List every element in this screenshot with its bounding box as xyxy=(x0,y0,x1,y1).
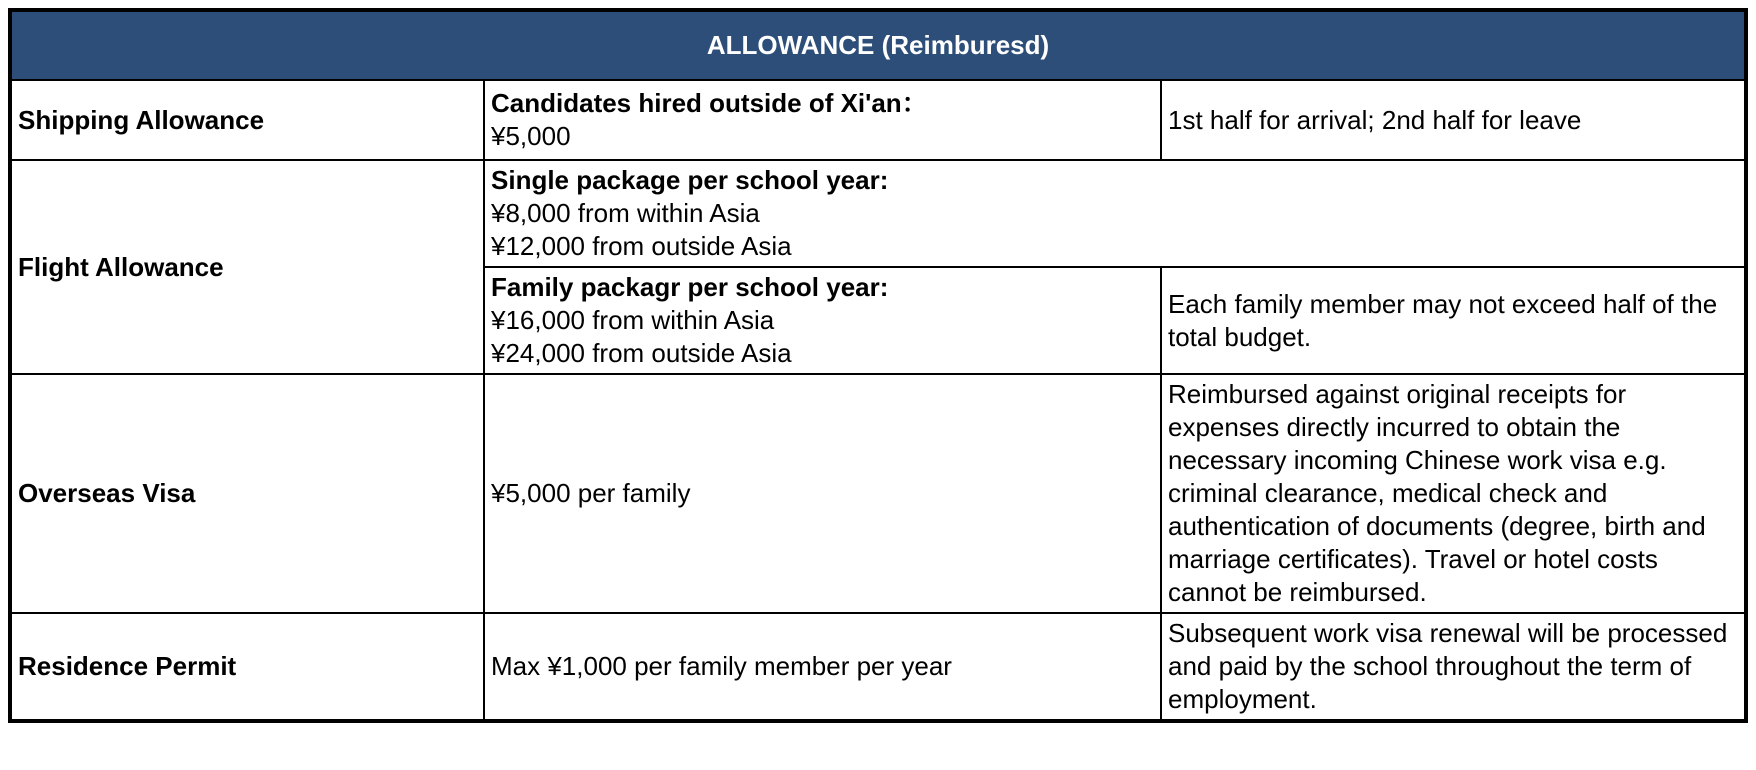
table-row-visa xyxy=(10,374,1746,613)
allowance-table-wrapper xyxy=(8,8,1748,723)
flight-family-heading: Family packagr per school year: xyxy=(491,272,889,302)
table-header-row xyxy=(10,10,1746,80)
flight-single-heading: Single package per school year: xyxy=(491,165,889,195)
shipping-amount-heading: Candidates hired outside of Xi'an： xyxy=(491,88,928,118)
shipping-label: Shipping Allowance xyxy=(10,80,484,160)
flight-single-cell xyxy=(484,160,1746,267)
visa-note: Reimbursed against original receipts for expenses directly incurred to obtain the necessary incoming Chinese work visa e.g. criminal clearance, medical check and authentication of documents (degree, birth and marriage certificates). Travel or hotel costs cannot be reimbursed. xyxy=(1161,374,1746,613)
flight-family-note: Each family member may not exceed half of the total budget. xyxy=(1161,267,1746,374)
shipping-note: 1st half for arrival; 2nd half for leave xyxy=(1161,80,1746,160)
flight-single-line: ¥8,000 from within Asia xyxy=(491,198,760,228)
flight-family-line: ¥24,000 from outside Asia xyxy=(491,338,792,368)
table-title: ALLOWANCE (Reimburesd) xyxy=(10,10,1746,80)
allowance-table xyxy=(8,8,1748,723)
flight-label: Flight Allowance xyxy=(10,160,484,374)
visa-label: Overseas Visa xyxy=(10,374,484,613)
flight-single-line: ¥12,000 from outside Asia xyxy=(491,231,792,261)
table-row-residence xyxy=(10,613,1746,721)
residence-amount: Max ¥1,000 per family member per year xyxy=(484,613,1161,721)
table-row-flight-single xyxy=(10,160,1746,267)
flight-family-line: ¥16,000 from within Asia xyxy=(491,305,775,335)
residence-note: Subsequent work visa renewal will be processed and paid by the school throughout the term of employment. xyxy=(1161,613,1746,721)
residence-label: Residence Permit xyxy=(10,613,484,721)
flight-family-cell xyxy=(484,267,1161,374)
table-row-shipping xyxy=(10,80,1746,160)
visa-amount: ¥5,000 per family xyxy=(484,374,1161,613)
shipping-amount-cell xyxy=(484,80,1161,160)
shipping-amount: ¥5,000 xyxy=(491,121,571,151)
